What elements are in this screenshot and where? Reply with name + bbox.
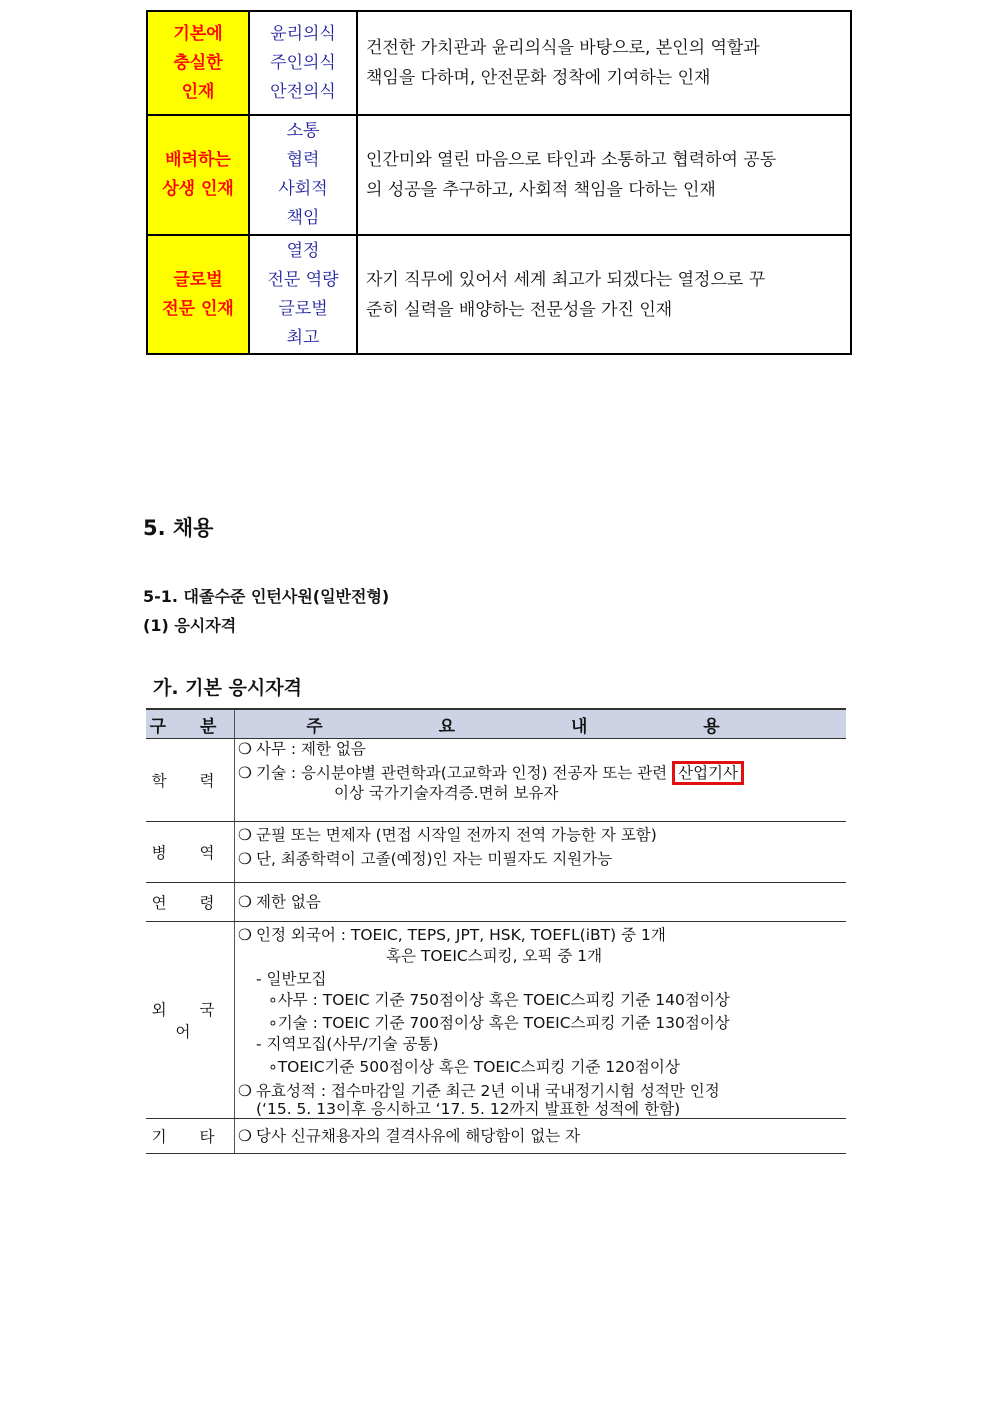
talent-keyword: 사회적 <box>278 179 328 199</box>
list-item: ❍ 단, 최종학력이 고졸(예정)인 자는 미필자도 지원가능 <box>238 849 613 868</box>
list-item: ∘기술 : TOEIC 기준 700점이상 혹은 TOEIC스피킹 기준 130점이상 <box>268 1014 730 1032</box>
talent-keywords-cell <box>249 235 357 354</box>
talent-description-line: 건전한 가치관과 윤리의식을 바탕으로, 본인의 역할과 <box>366 38 760 58</box>
age-content <box>235 883 847 922</box>
list-item: ❍ 군필 또는 면제자 (면접 시작일 전까지 전역 가능한 자 포함) <box>238 826 657 844</box>
list-item-continuation: 혹은 TOEIC스피킹, 오픽 중 1개 <box>386 946 603 965</box>
list-item: ❍ 유효성적 : 접수마감일 기준 최근 2년 이내 국내정기시험 성적만 인정 <box>238 1081 720 1100</box>
table-row <box>146 1119 846 1154</box>
category-military: 병 역 <box>146 822 235 883</box>
category-etc: 기 타 <box>146 1119 235 1154</box>
circle-bullet-icon: ❍ <box>238 892 252 911</box>
talent-title-line: 상생 인재 <box>162 179 234 199</box>
talent-keyword: 협력 <box>286 150 320 170</box>
talent-title-cell <box>147 11 249 115</box>
circle-bullet-icon: ❍ <box>238 763 252 782</box>
talent-title-line: 글로벌 <box>173 269 223 290</box>
talent-keyword: 윤리의식 <box>270 23 336 44</box>
list-item: ❍ 제한 없음 <box>238 892 321 911</box>
header-content: 주 요 내 용 <box>235 709 847 739</box>
talent-keywords-cell <box>249 115 357 235</box>
talent-description-cell <box>357 115 851 235</box>
talent-description-line: 의 성공을 추구하고, 사회적 책임을 다하는 인재 <box>366 180 716 200</box>
talent-title-line: 전문 인재 <box>162 298 234 319</box>
talent-title-line: 인재 <box>181 81 215 102</box>
highlighted-term: 산업기사 <box>672 761 744 785</box>
section-title: 5. 채용 <box>143 516 214 540</box>
etc-content <box>235 1119 847 1154</box>
talent-keyword: 열정 <box>286 240 320 261</box>
talent-keyword: 안전의식 <box>270 81 336 102</box>
circle-bullet-icon: ❍ <box>238 1081 252 1100</box>
talent-keywords-cell <box>249 11 357 115</box>
table-row <box>146 883 846 922</box>
language-content <box>235 922 847 1119</box>
circle-bullet-icon: ❍ <box>238 740 252 758</box>
table-row <box>146 922 846 1119</box>
talent-description-line: 책임을 다하며, 안전문화 정착에 기여하는 인재 <box>366 68 711 88</box>
talent-description-line: 자기 직무에 있어서 세계 최고가 되겠다는 열정으로 꾸 <box>366 269 766 290</box>
talent-title-cell <box>147 115 249 235</box>
talent-title-line: 배려하는 <box>165 150 231 170</box>
talent-values-table <box>146 10 852 355</box>
talent-description-cell <box>357 235 851 354</box>
talent-keyword: 전문 역량 <box>267 269 339 290</box>
circle-bullet-icon: ❍ <box>238 1126 252 1145</box>
list-item-continuation: 이상 국가기술자격증.면허 보유자 <box>334 784 559 802</box>
header-category: 구 분 <box>146 709 235 739</box>
category-education: 학 력 <box>146 739 235 822</box>
subsection-title: 5-1. 대졸수준 인턴사원(일반전형) <box>143 587 390 606</box>
list-item-continuation: (‘15. 5. 13이후 응시하고 ‘17. 5. 12까지 발표한 성적에 한함) <box>256 1100 681 1118</box>
circle-bullet-icon: ❍ <box>238 926 252 944</box>
table-row <box>147 11 851 115</box>
list-item: ❍ 사무 : 제한 없음 <box>238 740 366 758</box>
qualification-table <box>146 708 846 1154</box>
subsubsection-title: (1) 응시자격 <box>143 616 237 635</box>
talent-keyword: 글로벌 <box>278 298 328 319</box>
list-item: - 지역모집(사무/기술 공통) <box>256 1034 439 1053</box>
list-item: ∘사무 : TOEIC 기준 750점이상 혹은 TOEIC스피킹 기준 140점이상 <box>268 990 730 1009</box>
talent-description-cell <box>357 11 851 115</box>
list-item: ❍ 인정 외국어 : TOEIC, TEPS, JPT, HSK, TOEFL(iBT) 중 1개 <box>238 926 666 944</box>
circle-bullet-icon: ❍ <box>238 826 252 844</box>
talent-title-line: 기본에 <box>173 23 223 44</box>
military-content <box>235 822 847 883</box>
list-item: ∘TOEIC기준 500점이상 혹은 TOEIC스피킹 기준 120점이상 <box>268 1058 680 1076</box>
table-header-row <box>146 709 846 739</box>
talent-keyword: 최고 <box>286 327 320 348</box>
talent-keyword: 주인의식 <box>270 52 336 73</box>
talent-description-line: 인간미와 열린 마음으로 타인과 소통하고 협력하여 공동 <box>366 150 777 170</box>
list-item: ❍ 기술 : 응시분야별 관련학과(고교학과 인정) 전공자 또는 관련 산업기사 <box>238 760 846 784</box>
table-row <box>146 822 846 883</box>
talent-keyword: 책임 <box>286 208 320 228</box>
talent-keyword: 소통 <box>286 121 320 141</box>
education-content <box>235 739 847 822</box>
category-language: 외 국 어 <box>146 922 235 1119</box>
talent-title-line: 충실한 <box>173 52 223 73</box>
circle-bullet-icon: ❍ <box>238 849 252 868</box>
talent-description-line: 준히 실력을 배양하는 전문성을 가진 인재 <box>366 299 673 320</box>
table-row <box>147 235 851 354</box>
table-row <box>146 739 846 822</box>
category-age: 연 령 <box>146 883 235 922</box>
table-row <box>147 115 851 235</box>
list-item: ❍ 당사 신규채용자의 결격사유에 해당함이 없는 자 <box>238 1126 581 1145</box>
list-item: - 일반모집 <box>256 970 327 988</box>
qualification-table-title: 가. 기본 응시자격 <box>153 677 302 699</box>
talent-title-cell <box>147 235 249 354</box>
